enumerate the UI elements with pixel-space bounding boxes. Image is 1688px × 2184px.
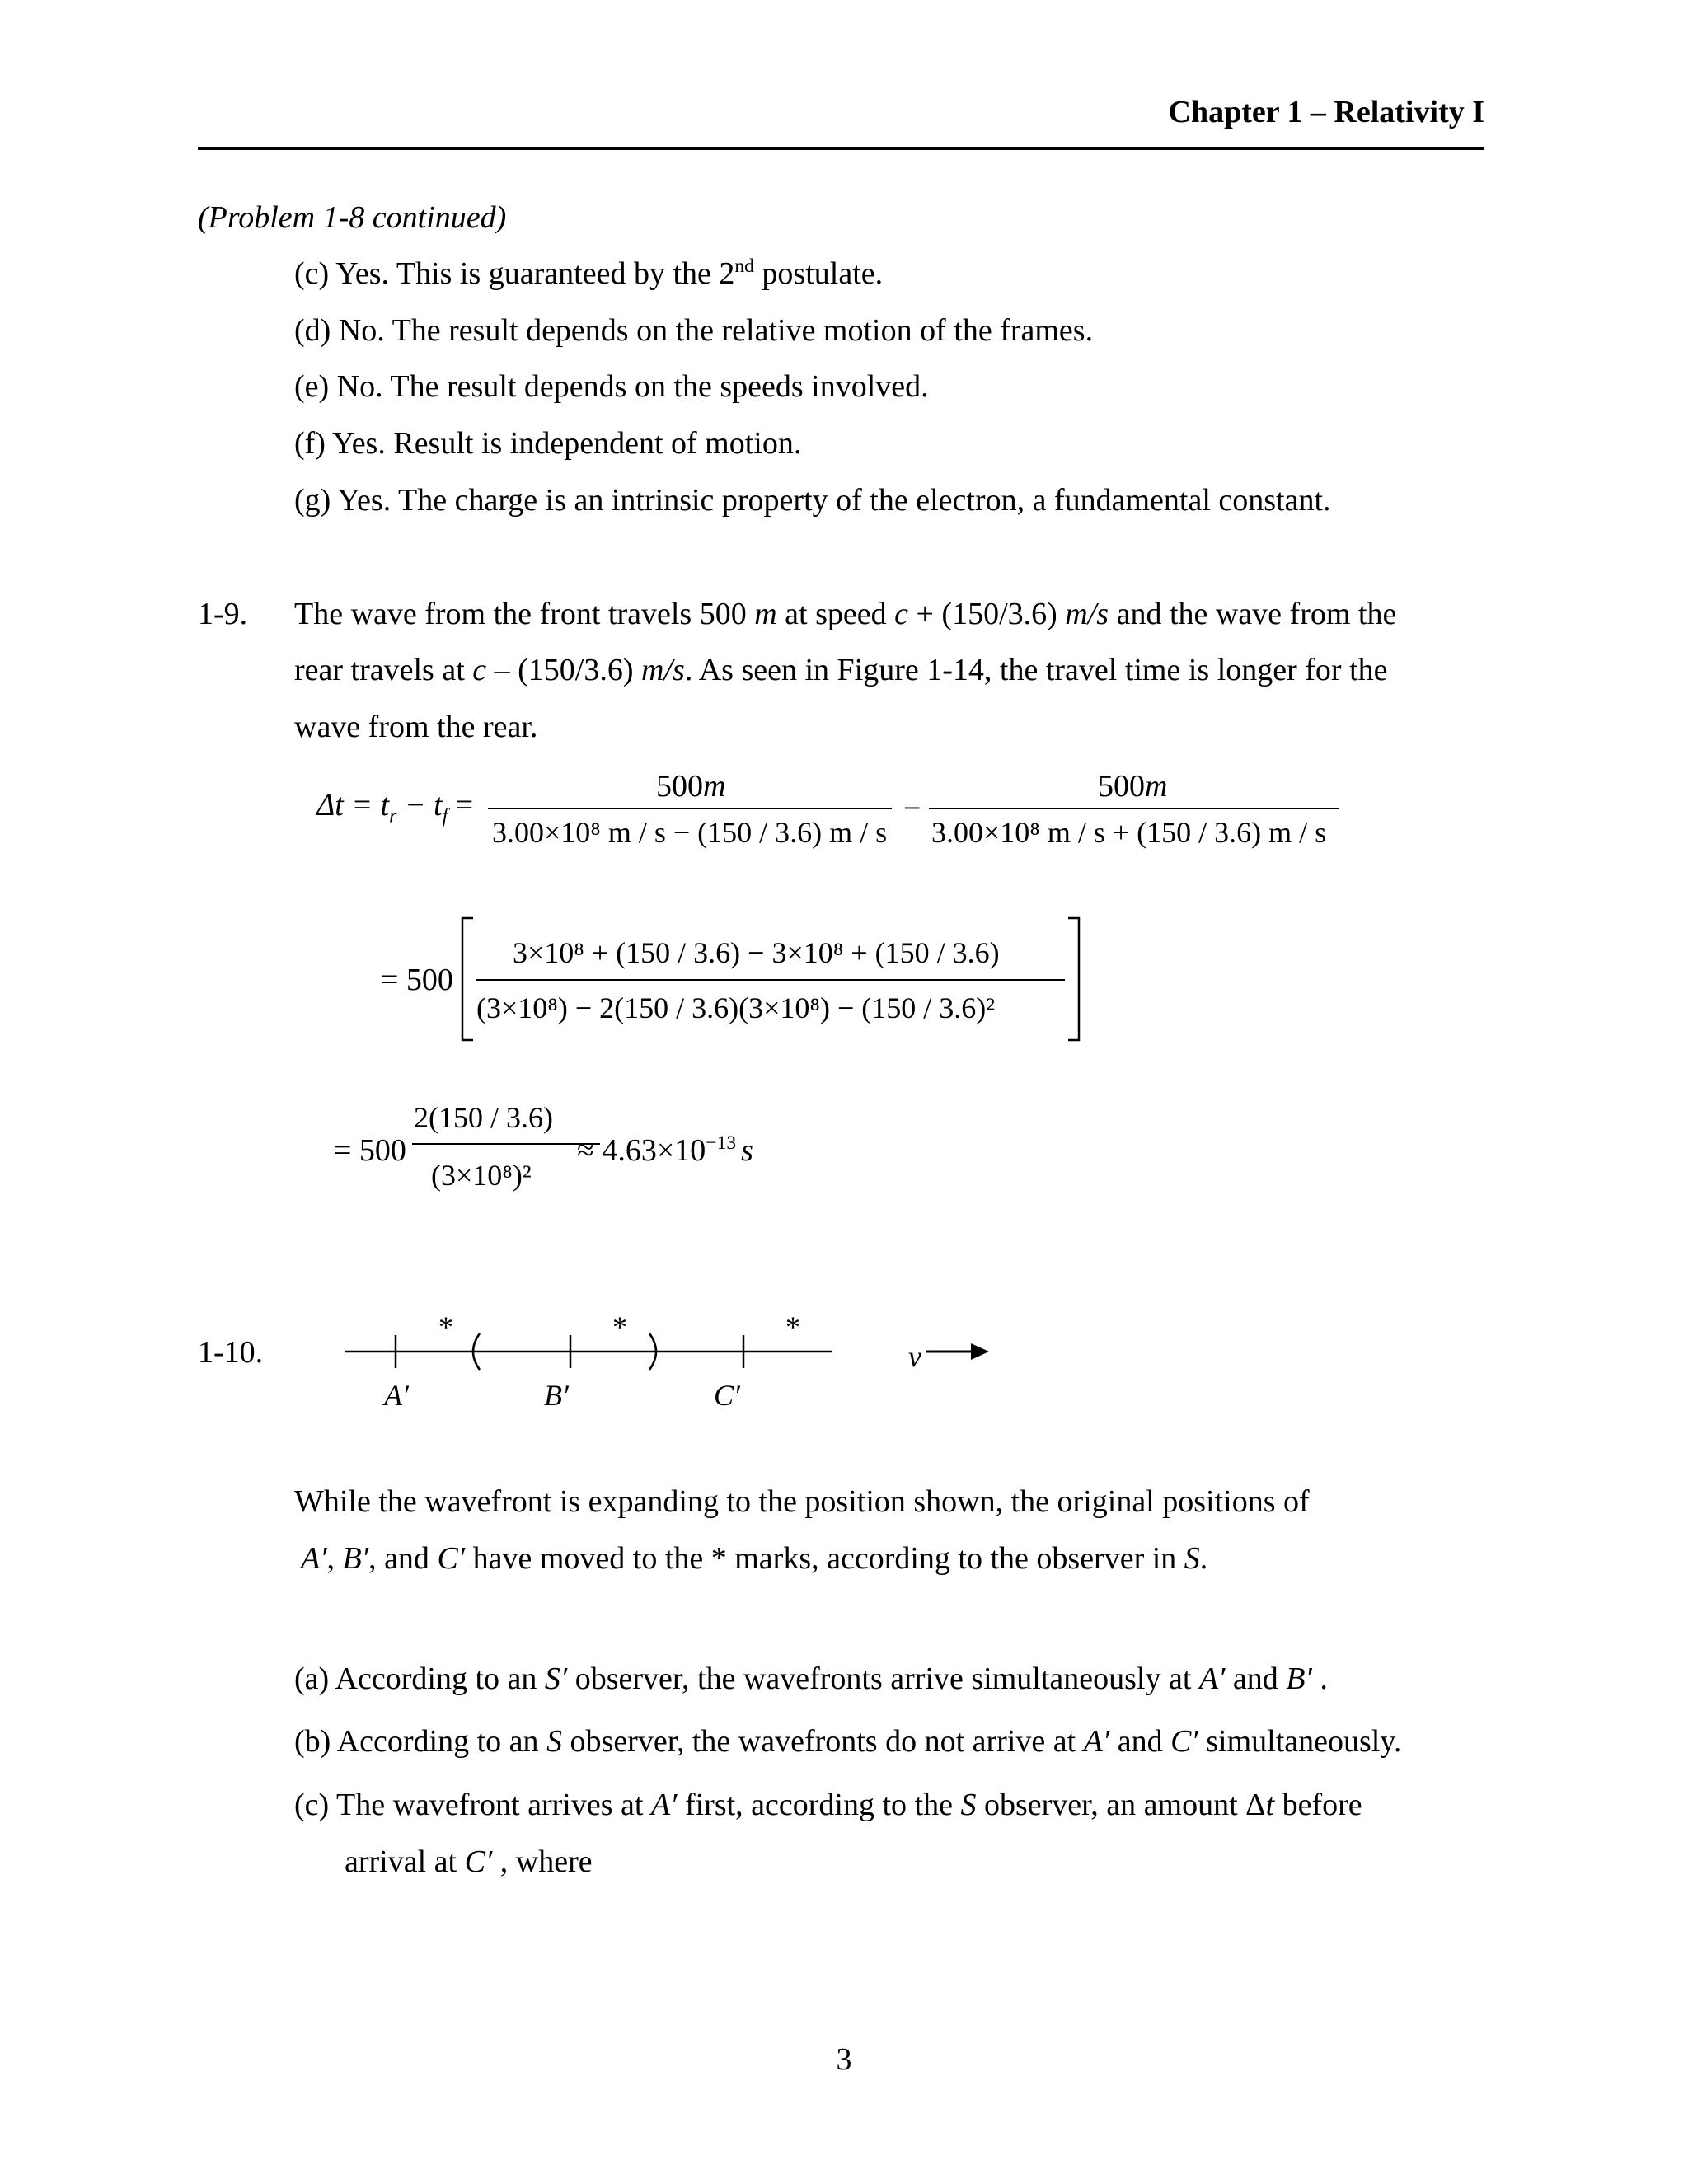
velocity-label: v	[908, 1340, 921, 1373]
eq1-lhs	[316, 790, 473, 827]
text-run-italic: m/s	[641, 653, 685, 687]
answer-c-superscript: nd	[734, 255, 754, 277]
text-run: before	[1274, 1788, 1362, 1822]
text-run-italic: S	[546, 1724, 563, 1759]
text-run: , where	[492, 1844, 593, 1879]
eq1-fraction-bar-1	[488, 808, 892, 809]
text-run: .	[1199, 1541, 1208, 1576]
eq1-denominator-1: 3.00×10⁸ m / s − (150 / 3.6) m / s	[492, 816, 888, 849]
eq3-result	[577, 1132, 753, 1168]
problem-1-9-line2	[294, 654, 1388, 686]
problem-1-9-number: 1-9.	[198, 597, 248, 631]
page-number: 3	[836, 2042, 852, 2077]
star-mark-2: *	[612, 1310, 627, 1343]
text-run-italic: A′	[1198, 1661, 1226, 1696]
problem-1-9-line1	[294, 598, 1396, 630]
text-run: .	[1311, 1661, 1328, 1696]
text-run: arrival at	[345, 1844, 465, 1879]
text-run-italic: t	[1265, 1788, 1275, 1822]
problem-1-10-number: 1-10.	[198, 1335, 264, 1370]
text-run: (b) According to an	[294, 1724, 547, 1759]
label-b-prime: B′	[544, 1379, 569, 1412]
eq3-lhs: = 500	[334, 1133, 406, 1168]
eq3-result-unit: s	[741, 1133, 753, 1168]
eq1-fraction-bar-2	[929, 808, 1339, 809]
eq1-lhs-text: Δt = t	[316, 788, 390, 823]
text-run: simultaneously.	[1198, 1724, 1402, 1759]
text-run-italic: C′	[1170, 1724, 1198, 1759]
text-run: (a) According to an	[294, 1661, 545, 1696]
text-run: The wave from the front travels 500	[294, 597, 755, 631]
eq2-left-bracket	[460, 916, 475, 1042]
eq2-right-bracket	[1067, 916, 1081, 1042]
answer-1-10-c-line2	[345, 1846, 593, 1877]
eq1-sub-r: r	[389, 805, 397, 827]
text-run-italic: c	[472, 653, 487, 687]
text-run-italic: B′	[342, 1541, 369, 1576]
eq1-equals: =	[448, 788, 474, 823]
header-rule	[198, 147, 1484, 150]
eq1-num1-value: 500	[656, 769, 703, 804]
text-run-italic: S	[1184, 1541, 1200, 1576]
text-run-italic: S	[960, 1788, 977, 1822]
eq3-denominator: (3×10⁸)²	[431, 1159, 532, 1192]
answer-1-10-a	[294, 1663, 1328, 1694]
eq1-num2-value: 500	[1098, 769, 1145, 804]
answer-e: (e) No. The result depends on the speeds involved.	[294, 369, 929, 404]
problem-continued-label: (Problem 1-8 continued)	[198, 200, 507, 235]
chapter-header-title: Chapter 1 – Relativity I	[1168, 95, 1484, 129]
star-mark-3: *	[785, 1310, 800, 1343]
answer-c-suffix: postulate.	[753, 256, 884, 291]
text-run: and	[1109, 1724, 1171, 1759]
text-run: . As seen in Figure 1-14, the travel time is longer for the	[684, 653, 1388, 687]
answer-c	[294, 255, 884, 291]
text-run-italic: A′	[1083, 1724, 1110, 1759]
text-run-italic: m/s	[1065, 597, 1109, 631]
text-run: at speed	[776, 597, 895, 631]
wavefront-diagram	[330, 1302, 1006, 1418]
text-run: and the wave from the	[1109, 597, 1397, 631]
eq1-num1-unit: m	[703, 769, 726, 804]
eq2-fraction-bar	[476, 979, 1065, 981]
eq1-minus: −	[903, 791, 921, 826]
eq3-result-exponent: −13	[706, 1132, 737, 1154]
text-run: (c) The wavefront arrives at	[294, 1788, 651, 1822]
text-run: observer, the wavefronts do not arrive at	[562, 1724, 1084, 1759]
eq1-numerator-1	[656, 771, 725, 802]
answer-d: (d) No. The result depends on the relative motion of the frames.	[294, 313, 1094, 348]
velocity-arrow-head	[971, 1343, 989, 1360]
text-run: observer, an amount Δ	[976, 1788, 1266, 1822]
eq2-denominator: (3×10⁸) − 2(150 / 3.6)(3×10⁸) − (150 / 3.6)²	[476, 991, 996, 1024]
eq1-numerator-2	[1098, 771, 1167, 802]
answer-g: (g) Yes. The charge is an intrinsic property of the electron, a fundamental constant.	[294, 483, 1331, 518]
text-run-italic: c	[894, 597, 908, 631]
answer-f: (f) Yes. Result is independent of motion.	[294, 426, 802, 461]
answer-1-10-c	[294, 1789, 1362, 1821]
text-run-italic: C′	[437, 1541, 466, 1576]
answer-1-10-b	[294, 1726, 1401, 1757]
eq3-fraction-bar	[412, 1143, 600, 1145]
text-run-italic: A′	[650, 1788, 678, 1822]
problem-1-10-para-line1: While the wavefront is expanding to the position shown, the original positions of	[294, 1484, 1310, 1519]
eq1-minus-t: − t	[396, 788, 443, 823]
eq1-denominator-2: 3.00×10⁸ m / s + (150 / 3.6) m / s	[931, 816, 1327, 849]
text-run: and	[1225, 1661, 1287, 1696]
eq2-numerator: 3×10⁸ + (150 / 3.6) − 3×10⁸ + (150 / 3.6)	[513, 936, 1000, 969]
text-run: – (150/3.6)	[486, 653, 642, 687]
problem-1-10-para-line2	[301, 1543, 1207, 1574]
text-run-italic: A′	[301, 1541, 327, 1576]
problem-1-9-line3: wave from the rear.	[294, 710, 538, 744]
eq2-lhs: = 500	[381, 963, 453, 997]
text-run-italic: m	[754, 597, 777, 631]
star-mark-1: *	[438, 1310, 453, 1343]
text-run: + (150/3.6)	[907, 597, 1066, 631]
eq3-result-value: ≈ 4.63×10	[577, 1133, 706, 1168]
text-run: first, according to the	[677, 1788, 961, 1822]
text-run: ,	[326, 1541, 343, 1576]
answer-c-prefix: (c) Yes. This is guaranteed by the 2	[294, 256, 735, 291]
eq3-numerator: 2(150 / 3.6)	[414, 1101, 553, 1134]
label-c-prime: C′	[714, 1379, 740, 1412]
text-run: rear travels at	[294, 653, 473, 687]
text-run: observer, the wavefronts arrive simultaneously at	[567, 1661, 1199, 1696]
text-run-italic: C′	[464, 1844, 493, 1879]
text-run: , and	[368, 1541, 438, 1576]
eq1-num2-unit: m	[1145, 769, 1168, 804]
eq1-sub-f: f	[442, 805, 448, 827]
text-run-italic: S′	[544, 1661, 568, 1696]
text-run-italic: B′	[1286, 1661, 1312, 1696]
text-run: have moved to the * marks, according to the observer in	[465, 1541, 1184, 1576]
label-a-prime: A′	[384, 1379, 409, 1412]
